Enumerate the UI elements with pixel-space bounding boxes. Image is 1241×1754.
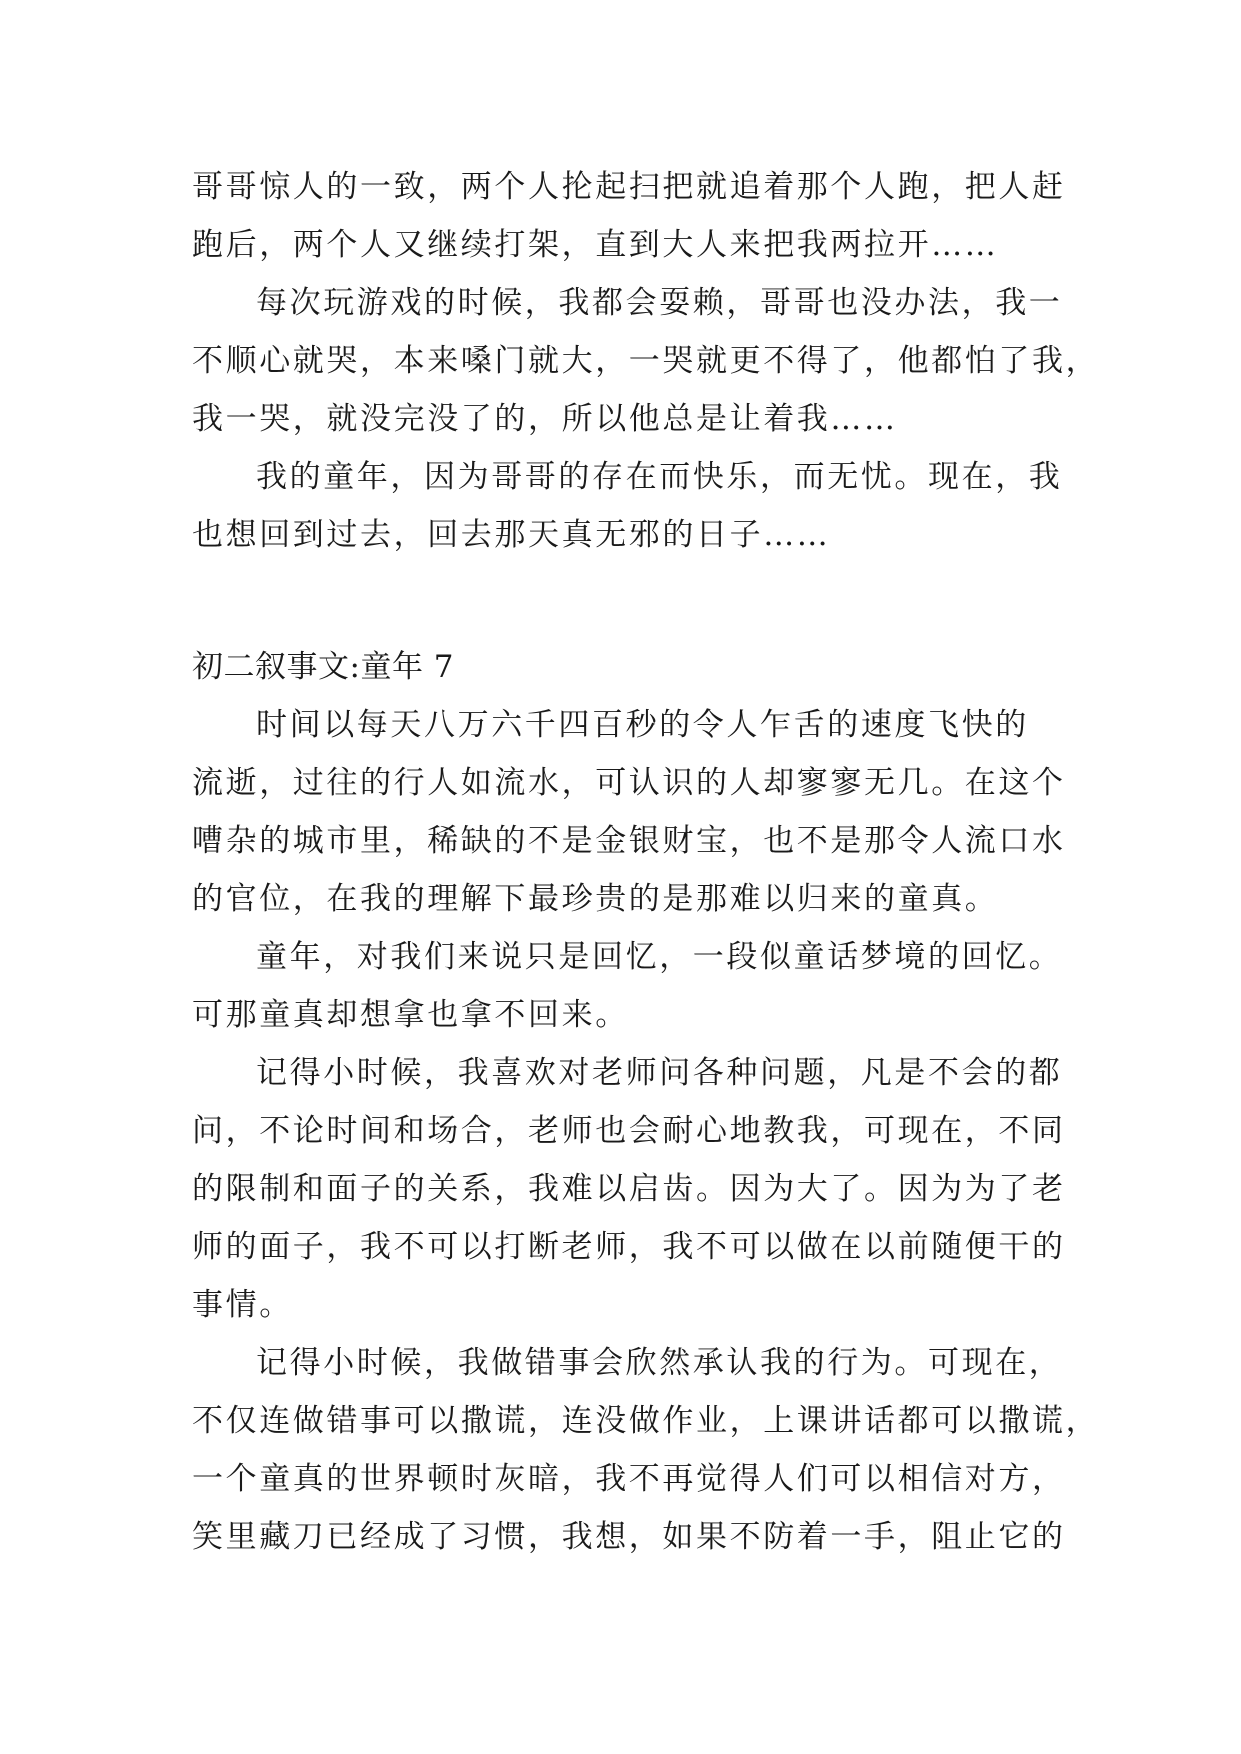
- essay-title: 初二叙事文:童年 7: [192, 649, 455, 685]
- paragraph-line: 时间以每天八万六千四百秒的令人乍舌的速度飞快的: [256, 707, 1029, 743]
- paragraph-line: 嘈杂的城市里，稀缺的不是金银财宝，也不是那令人流口水: [192, 823, 1066, 859]
- paragraph-line: 跑后，两个人又继续打架，直到大人来把我两拉开……: [192, 227, 999, 263]
- paragraph-line: 不仅连做错事可以撒谎，连没做作业，上课讲话都可以撒谎，: [192, 1403, 1100, 1439]
- paragraph-line: 师的面子，我不可以打断老师，我不可以做在以前随便干的: [192, 1229, 1066, 1265]
- paragraph-line: 的官位，在我的理解下最珍贵的是那难以归来的童真。: [192, 881, 999, 917]
- paragraph-line: 每次玩游戏的时候，我都会耍赖，哥哥也没办法，我一: [256, 285, 1063, 321]
- paragraph-line: 童年，对我们来说只是回忆，一段似童话梦境的回忆。: [256, 939, 1063, 975]
- paragraph-line: 问，不论时间和场合，老师也会耐心地教我，可现在，不同: [192, 1113, 1066, 1149]
- paragraph-line: 我的童年，因为哥哥的存在而快乐，而无忧。现在，我: [256, 459, 1063, 495]
- paragraph-line: 的限制和面子的关系，我难以启齿。因为大了。因为为了老: [192, 1171, 1066, 1207]
- paragraph-line: 也想回到过去，回去那天真无邪的日子……: [192, 517, 831, 553]
- paragraph-line: 记得小时候，我喜欢对老师问各种问题，凡是不会的都: [256, 1055, 1063, 1091]
- paragraph-line: 哥哥惊人的一致，两个人抡起扫把就追着那个人跑，把人赶: [192, 169, 1066, 205]
- paragraph-line: 记得小时候，我做错事会欣然承认我的行为。可现在，: [256, 1345, 1063, 1381]
- section-gap: [192, 564, 1052, 638]
- paragraph-line: 一个童真的世界顿时灰暗，我不再觉得人们可以相信对方，: [192, 1461, 1066, 1497]
- paragraph-line: 事情。: [192, 1287, 293, 1323]
- paragraph-line: 我一哭，就没完没了的，所以他总是让着我……: [192, 401, 898, 437]
- paragraph-line: 可那童真却想拿也拿不回来。: [192, 997, 629, 1033]
- document-body: [192, 158, 1100, 1566]
- paragraph-line: 不顺心就哭，本来嗓门就大，一哭就更不得了，他都怕了我，: [192, 343, 1100, 379]
- paragraph-line: 流逝，过往的行人如流水，可认识的人却寥寥无几。在这个: [192, 765, 1066, 801]
- paragraph-line: 笑里藏刀已经成了习惯，我想，如果不防着一手，阻止它的: [192, 1519, 1066, 1555]
